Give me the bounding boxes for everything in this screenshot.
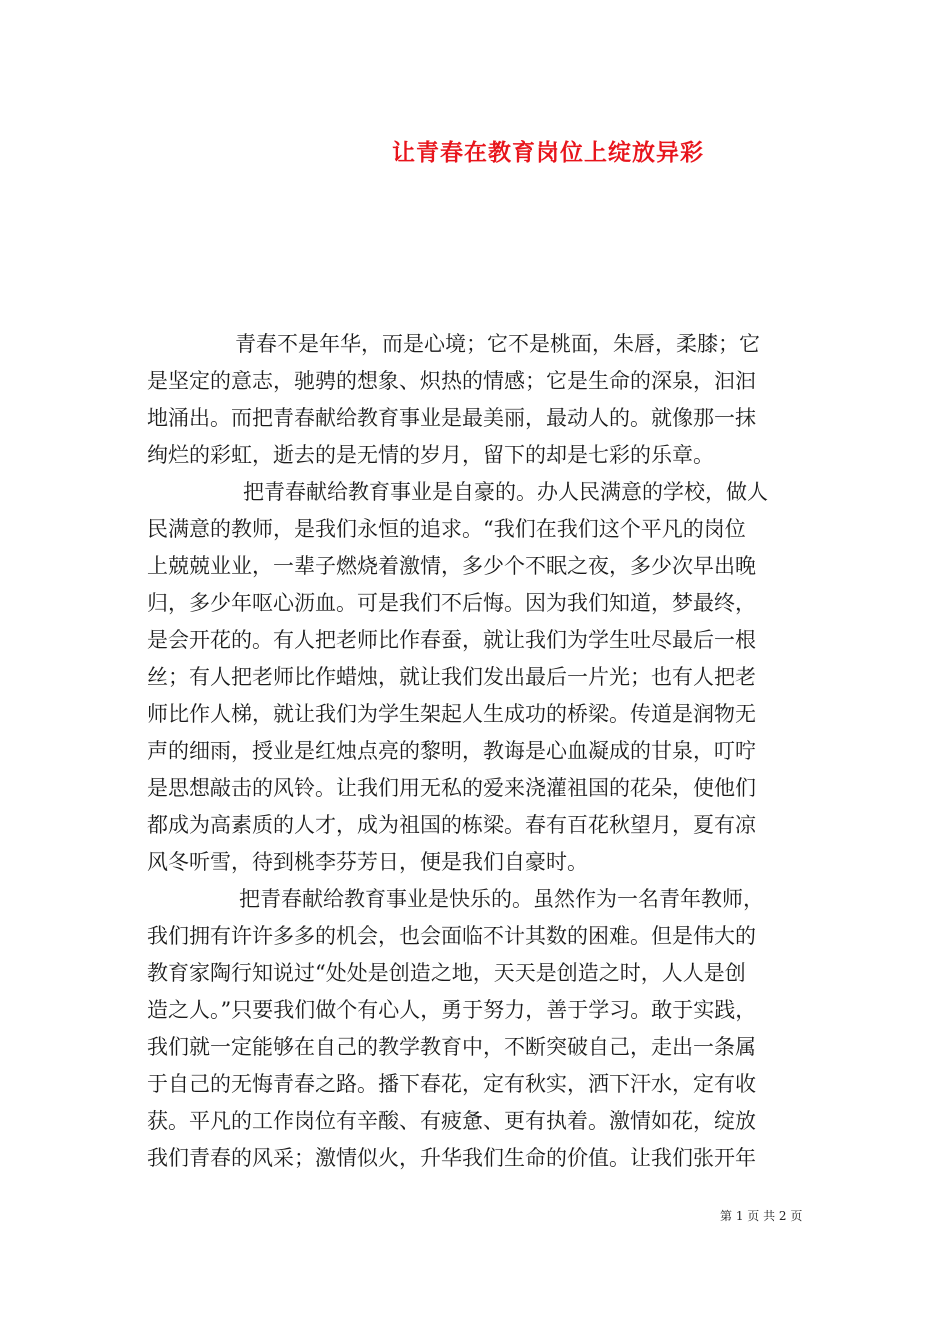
paragraph-line: 丝；有人把老师比作蜡烛，就让我们发出最后一片光；也有人把老 bbox=[147, 665, 756, 689]
paragraph-line: 民满意的教师，是我们永恒的追求。“我们在我们这个平凡的岗位 bbox=[147, 517, 746, 541]
paragraph-line: 声的细雨，授业是红烛点亮的黎明，教诲是心血凝成的甘泉，叮咛 bbox=[147, 739, 756, 763]
document-title: 让青春在教育岗位上绽放异彩 bbox=[392, 139, 704, 166]
paragraph-line: 是思想敲击的风铃。让我们用无私的爱来浇灌祖国的花朵，使他们 bbox=[147, 776, 756, 800]
paragraph-line: 都成为高素质的人才，成为祖国的栋梁。春有百花秋望月，夏有凉 bbox=[147, 813, 756, 837]
paragraph-line: 我们青春的风采；激情似火，升华我们生命的价值。让我们张开年 bbox=[147, 1146, 756, 1170]
paragraph-line: 归，多少年呕心沥血。可是我们不后悔。因为我们知道，梦最终， bbox=[147, 591, 756, 615]
paragraph-line: 是会开花的。有人把老师比作春蚕，就让我们为学生吐尽最后一根 bbox=[147, 628, 756, 652]
document-body bbox=[147, 326, 817, 1177]
page-number: 第 1 页 共 2 页 bbox=[720, 1209, 803, 1223]
paragraph-line: 于自己的无悔青春之路。播下春花，定有秋实，洒下汗水，定有收 bbox=[147, 1072, 756, 1096]
paragraph-line: 我们拥有许许多多的机会，也会面临不计其数的困难。但是伟大的 bbox=[147, 924, 756, 948]
paragraph-line: 青春不是年华，而是心境；它不是桃面，朱唇，柔膝；它 bbox=[235, 332, 760, 356]
paragraph-line: 造之人。”只要我们做个有心人，勇于努力，善于学习。敢于实践， bbox=[147, 998, 757, 1022]
paragraph-line: 地涌出。而把青春献给教育事业是最美丽，最动人的。就像那一抹 bbox=[147, 406, 756, 430]
paragraph-line: 把青春献给教育事业是快乐的。虽然作为一名青年教师， bbox=[239, 887, 764, 911]
paragraph-line: 风冬听雪，待到桃李芬芳日，便是我们自豪时。 bbox=[147, 850, 588, 874]
paragraph-line: 上兢兢业业，一辈子燃烧着激情，多少个不眠之夜，多少次早出晚 bbox=[147, 554, 756, 578]
paragraph-line: 教育家陶行知说过“处处是创造之地，天天是创造之时，人人是创 bbox=[147, 961, 746, 985]
paragraph-line: 获。平凡的工作岗位有辛酸、有疲惫、更有执着。激情如花，绽放 bbox=[147, 1109, 756, 1133]
paragraph-line: 是坚定的意志，驰骋的想象、炽热的情感；它是生命的深泉，汩汩 bbox=[147, 369, 756, 393]
paragraph-line: 师比作人梯，就让我们为学生架起人生成功的桥梁。传道是润物无 bbox=[147, 702, 756, 726]
paragraph-line: 把青春献给教育事业是自豪的。办人民满意的学校，做人 bbox=[243, 480, 768, 504]
paragraph-line: 我们就一定能够在自己的教学教育中，不断突破自己，走出一条属 bbox=[147, 1035, 756, 1059]
paragraph-line: 绚烂的彩虹，逝去的是无情的岁月，留下的却是七彩的乐章。 bbox=[147, 443, 714, 467]
